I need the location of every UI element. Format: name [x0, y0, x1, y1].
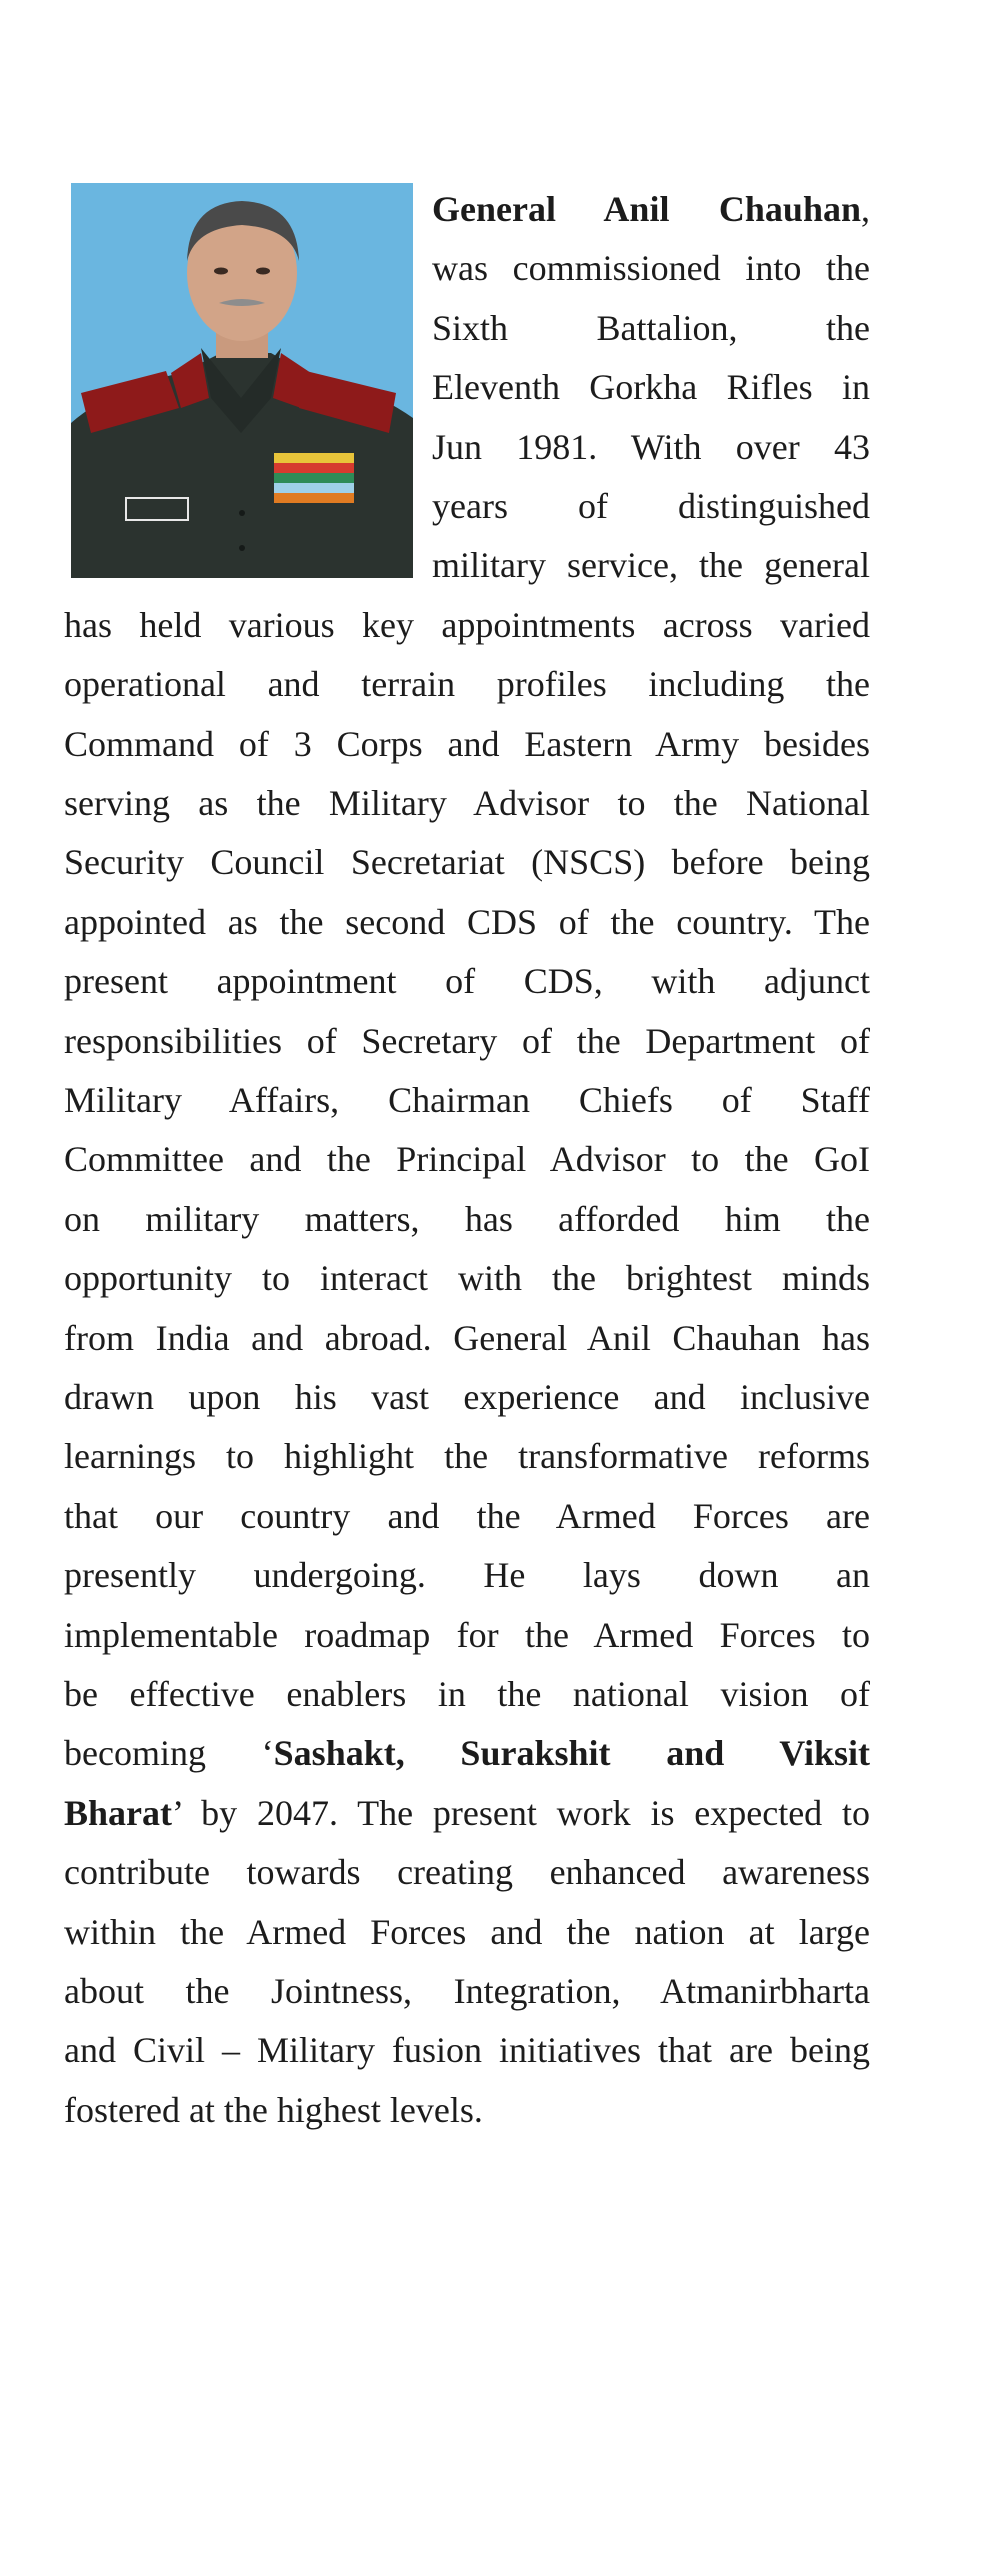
text-line — [432, 542, 870, 588]
text-line — [64, 1552, 870, 1598]
text-segment: about the Jointness, Integration, Atmanirbharta — [64, 1971, 870, 2011]
text-segment: Committee and the Principal Advisor to the GoI — [64, 1139, 870, 1180]
text-segment: Military Affairs, Chairman Chiefs of Staff — [64, 1080, 870, 1120]
text-line — [64, 1077, 870, 1123]
text-line — [64, 1196, 870, 1242]
text-line — [64, 1730, 870, 1776]
text-segment: fostered at the highest levels. — [64, 2089, 483, 2130]
text-segment: opportunity to interact with the brightest minds — [64, 1258, 870, 1299]
text-segment: operational and terrain profiles including the — [64, 664, 870, 705]
text-line — [64, 1018, 870, 1064]
text-segment: ’ by 2047. The present work is expected to — [172, 1792, 870, 1833]
text-segment: presently undergoing. He lays down an — [64, 1555, 870, 1596]
text-line — [432, 305, 870, 351]
text-line — [64, 958, 870, 1004]
bold-text: General Anil Chauhan — [432, 189, 861, 229]
text-segment: , — [861, 189, 870, 229]
text-line — [432, 245, 870, 291]
text-line — [64, 1849, 870, 1895]
text-segment: has held various key appointments across varied — [64, 604, 870, 645]
text-segment: contribute towards creating enhanced awareness — [64, 1852, 870, 1893]
text-line — [64, 2087, 870, 2133]
text-segment: learnings to highlight the transformative reforms — [64, 1436, 870, 1477]
text-segment: becoming ‘ — [64, 1733, 274, 1774]
text-segment: Sixth Battalion, the — [432, 307, 870, 348]
text-line — [64, 1968, 870, 2014]
text-line — [64, 780, 870, 826]
text-line — [64, 721, 870, 767]
text-line — [64, 1374, 870, 1420]
text-line — [64, 1315, 870, 1361]
text-line — [64, 602, 870, 648]
text-segment: within the Armed Forces and the nation at large — [64, 1911, 870, 1952]
bold-text: Sashakt, Surakshit and Viksit — [273, 1733, 870, 1774]
text-line — [432, 186, 870, 232]
text-segment: on military matters, has afforded him the — [64, 1198, 870, 1239]
text-line — [64, 1790, 870, 1836]
text-segment: responsibilities of Secretary of the Department of — [64, 1020, 870, 1061]
text-segment: appointed as the second CDS of the country. The — [64, 901, 870, 942]
text-segment: Eleventh Gorkha Rifles in — [432, 367, 870, 408]
text-line — [64, 1255, 870, 1301]
text-line — [64, 1909, 870, 1955]
text-line — [64, 899, 870, 945]
text-segment: implementable roadmap for the Armed Forces to — [64, 1614, 870, 1655]
text-segment: Jun 1981. With over 43 — [432, 426, 870, 467]
text-line — [64, 839, 870, 885]
text-segment: present appointment of CDS, with adjunct — [64, 961, 870, 1002]
text-line — [64, 1493, 870, 1539]
text-segment: was commissioned into the — [432, 248, 870, 289]
text-line — [432, 424, 870, 470]
text-segment: from India and abroad. General Anil Chauhan has — [64, 1317, 870, 1358]
text-line — [432, 483, 870, 529]
text-segment: and Civil – Military fusion initiatives that are being — [64, 2030, 870, 2071]
text-segment: be effective enablers in the national vision of — [64, 1674, 870, 1714]
text-segment: military service, the general — [432, 545, 870, 586]
text-line — [432, 364, 870, 410]
text-line — [64, 1612, 870, 1658]
text-line — [64, 1671, 870, 1717]
text-segment: drawn upon his vast experience and inclusive — [64, 1377, 870, 1417]
text-segment: years of distinguished — [432, 486, 870, 526]
text-line — [64, 2027, 870, 2073]
text-line — [64, 661, 870, 707]
author-portrait-photo — [71, 183, 413, 578]
text-segment: that our country and the Armed Forces are — [64, 1495, 870, 1536]
bold-text: Bharat — [64, 1792, 172, 1833]
text-segment: serving as the Military Advisor to the National — [64, 783, 870, 823]
text-segment: Security Council Secretariat (NSCS) before being — [64, 842, 870, 883]
text-segment: Command of 3 Corps and Eastern Army besides — [64, 723, 870, 764]
text-line — [64, 1136, 870, 1182]
portrait-image-icon — [71, 183, 413, 578]
text-line — [64, 1433, 870, 1479]
